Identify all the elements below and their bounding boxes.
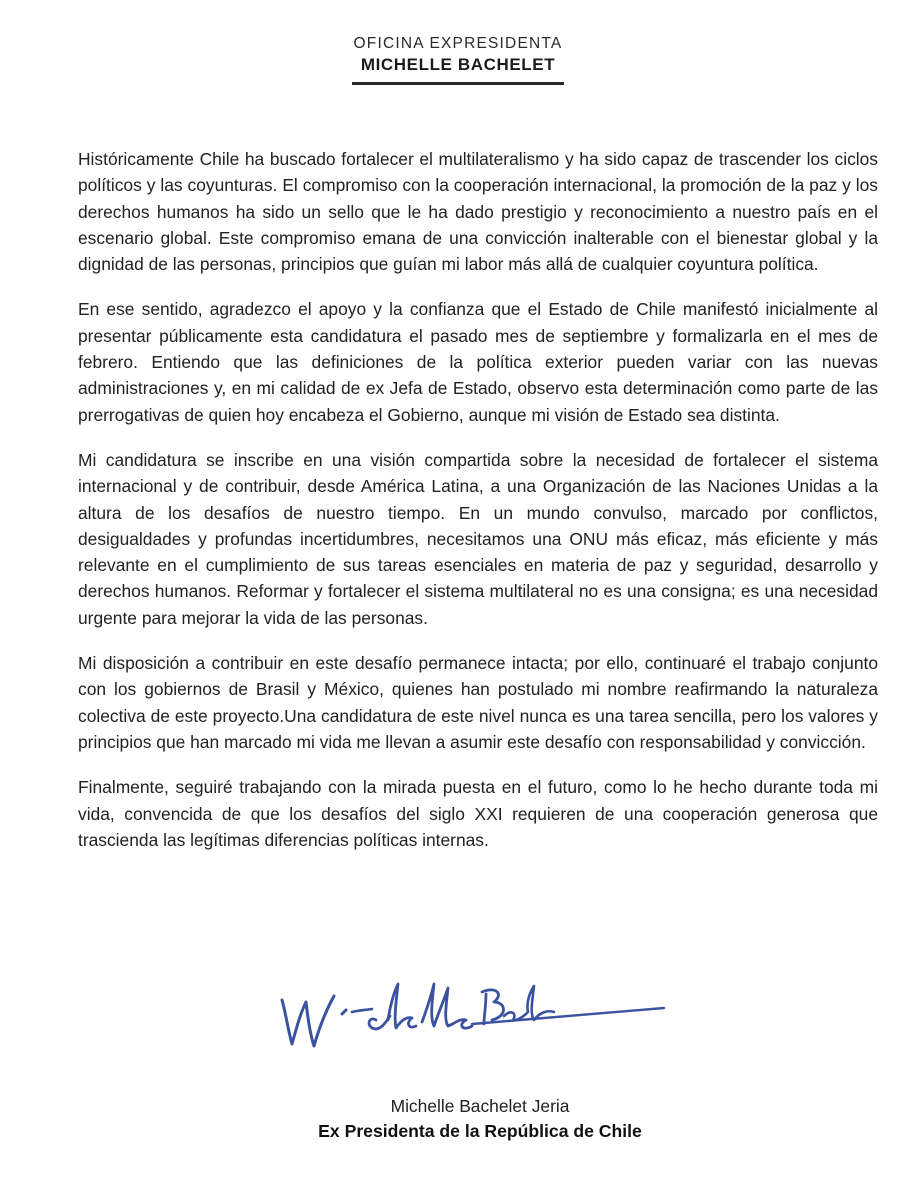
- paragraph-1: Históricamente Chile ha buscado fortalecer el multilateralismo y ha sido capaz de trascender los ciclos políticos y las coyunturas. El compromiso con la cooperación internacional, la promoción de la paz y los derechos humanos ha sido un sello que le ha dado prestigio y reconocimiento a nuestro país en el escenario global. Este compromiso emana de una convicción inalterable con el bienestar global y la dignidad de las personas, principios que guían mi labor más allá de cualquier coyuntura política.: [78, 149, 878, 275]
- signoff-name: Michelle Bachelet Jeria: [390, 1096, 570, 1116]
- signoff: [0, 1094, 916, 1144]
- letterhead: [0, 34, 916, 85]
- letterhead-rule: [352, 82, 564, 85]
- letterhead-office: OFICINA EXPRESIDENTA: [353, 35, 563, 52]
- signoff-title: Ex Presidenta de la República de Chile: [318, 1121, 642, 1141]
- paragraph-2: En ese sentido, agradezco el apoyo y la confianza que el Estado de Chile manifestó inicialmente al presentar públicamente esta candidatura el pasado mes de septiembre y formalizarla en el mes de febrero. Entiendo que las definiciones de la política exterior pueden variar con las nuevas administraciones y, en mi calidad de ex Jefa de Estado, observo esta determinación como parte de las prerrogativas de quien hoy encabeza el Gobierno, aunque mi visión de Estado sea distinta.: [78, 299, 878, 425]
- letterhead-name: MICHELLE BACHELET: [360, 55, 556, 74]
- paragraph-5: Finalmente, seguiré trabajando con la mirada puesta en el futuro, como lo he hecho durante toda mi vida, convencida de que los desafíos del siglo XXI requieren de una cooperación generosa que trascienda las legítimas diferencias políticas internas.: [78, 777, 878, 850]
- paragraph-4: Mi disposición a contribuir en este desafío permanece intacta; por ello, continuaré el trabajo conjunto con los gobiernos de Brasil y México, quienes han postulado mi nombre reafirmando la naturaleza colectiva de este proyecto.Una candidatura de este nivel nunca es una tarea sencilla, pero los valores y principios que han marcado mi vida me llevan a asumir este desafío con responsabilidad y convicción.: [78, 653, 878, 752]
- handwritten-signature: [272, 962, 672, 1062]
- paragraph-3: Mi candidatura se inscribe en una visión compartida sobre la necesidad de fortalecer el sistema internacional y de contribuir, desde América Latina, a una Organización de las Naciones Unidas a la altura de los desafíos de nuestro tiempo. En un mundo convulso, marcado por conflictos, desigualdades y profundas incertidumbres, necesitamos una ONU más eficaz, más eficiente y más relevante en el cumplimiento de sus tareas esenciales en materia de paz y seguridad, desarrollo y derechos humanos. Reformar y fortalecer el sistema multilateral no es una consigna; es una necesidad urgente para mejorar la vida de las personas.: [78, 449, 878, 628]
- letter-body: [78, 146, 878, 872]
